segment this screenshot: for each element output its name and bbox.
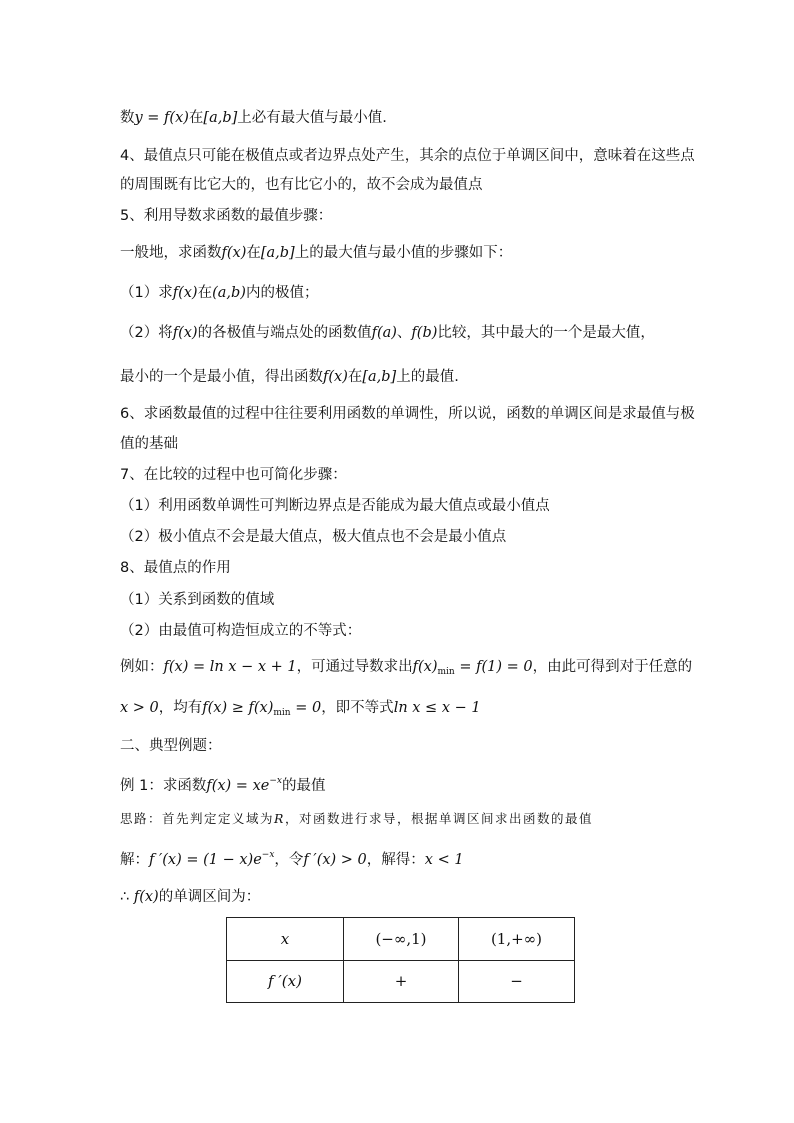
math-expr: f(x) ≥ f(x) xyxy=(202,700,274,716)
text-span: 在 xyxy=(347,369,363,385)
math-expr: f(x) xyxy=(172,325,198,341)
text-line-16: （2）由最值可构造恒成立的不等式： xyxy=(120,623,362,639)
math-expr: f(x) xyxy=(412,659,438,675)
math-expr: f(x) xyxy=(172,285,198,301)
text-line-7 xyxy=(120,323,655,343)
text-span: ，对函数进行求导，根据单调区间求出函数的最值 xyxy=(284,811,593,826)
math-expr: = f(1) = 0 xyxy=(454,659,533,675)
table-cell: (1,+∞) xyxy=(459,918,575,961)
text-line-22 xyxy=(120,845,464,870)
text-span: ，由此可得到对于任意的 xyxy=(532,659,693,675)
text-span: 的单调区间为： xyxy=(158,889,261,905)
text-span: （1）求 xyxy=(120,285,173,301)
text-span: （2）将 xyxy=(120,325,173,341)
math-expr: = 0 xyxy=(290,700,322,716)
text-span: ，均有 xyxy=(158,700,203,716)
text-line-18 xyxy=(120,698,481,723)
text-line-10: 值的基础 xyxy=(120,436,178,452)
math-expr: ln x ≤ x − 1 xyxy=(393,700,481,716)
table-row xyxy=(227,960,575,1003)
table-row xyxy=(227,918,575,961)
math-expr: [a,b] xyxy=(362,369,397,385)
text-line-17 xyxy=(120,657,692,682)
text-line-15: （1）关系到函数的值域 xyxy=(120,592,275,608)
text-line-8 xyxy=(120,367,459,387)
text-span: 数 xyxy=(120,110,135,126)
text-span: 上的最值. xyxy=(396,369,459,385)
subscript: min xyxy=(437,667,455,677)
text-line-23 xyxy=(120,887,260,907)
text-line-12: （1）利用函数单调性可判断边界点是否能成为最大值点或最小值点 xyxy=(120,498,550,514)
math-expr: f(x) xyxy=(323,369,348,385)
text-line-6 xyxy=(120,283,318,303)
text-span: 最小的一个是最小值，得出函数 xyxy=(120,369,323,385)
text-span: 的各极值与端点处的函数值 xyxy=(197,325,372,341)
math-expr: f(x) = xe xyxy=(206,778,270,794)
text-line-9: 6、求函数最值的过程中往往要利用函数的单调性，所以说，函数的单调区间是求最值与极 xyxy=(120,406,695,422)
text-line-3: 的周围既有比它大的，也有比它小的，故不会成为最值点 xyxy=(120,177,483,193)
math-expr: x > 0 xyxy=(120,700,159,716)
text-span: 上必有最大值与最小值. xyxy=(237,110,387,126)
math-expr: f ′(x) = (1 − x)e xyxy=(149,852,262,868)
math-expr: f(x) = ln x − x + 1 xyxy=(163,659,297,675)
math-expr: f(x) xyxy=(133,889,159,905)
superscript: −x xyxy=(261,850,275,860)
text-span: 一般地，求函数 xyxy=(120,245,222,261)
math-expr: R xyxy=(274,811,285,826)
monotonicity-table xyxy=(226,917,575,1003)
text-span: 在 xyxy=(197,285,213,301)
text-line-13: （2）极小值点不会是最大值点，极大值点也不会是最小值点 xyxy=(120,529,507,545)
text-span: ，令 xyxy=(274,852,304,868)
text-span: 在 xyxy=(188,110,204,126)
math-expr: f(a) xyxy=(371,325,397,341)
text-line-19: 二、典型例题： xyxy=(120,738,222,754)
text-line-2: 4、最值点只可能在极值点或者边界点处产生，其余的点位于单调区间中，意味着在这些点 xyxy=(120,148,695,164)
math-expr: [a,b] xyxy=(203,110,238,126)
text-span: 比较，其中最大的一个是最大值， xyxy=(437,325,655,341)
math-expr: x < 1 xyxy=(424,852,464,868)
text-line-14: 8、最值点的作用 xyxy=(120,560,231,576)
table-cell: x xyxy=(227,918,344,961)
math-expr: f ′(x) > 0 xyxy=(303,852,367,868)
text-span: 的最值 xyxy=(281,778,326,794)
text-line-21 xyxy=(120,809,593,829)
math-expr: f(x) xyxy=(221,245,247,261)
math-expr: [a,b] xyxy=(260,245,295,261)
table-cell: + xyxy=(344,960,459,1003)
text-line-5 xyxy=(120,243,512,263)
text-line-11: 7、在比较的过程中也可简化步骤： xyxy=(120,467,347,483)
text-span: 、 xyxy=(396,325,412,341)
text-line-1 xyxy=(120,108,387,128)
text-span: 上的最大值与最小值的步骤如下： xyxy=(294,245,513,261)
text-line-20 xyxy=(120,771,325,796)
table-cell: f ′(x) xyxy=(227,960,344,1003)
text-line-4: 5、利用导数求函数的最值步骤： xyxy=(120,208,333,224)
subscript: min xyxy=(273,708,291,718)
text-span: 内的极值； xyxy=(245,285,319,301)
text-span: ∴ xyxy=(120,889,134,905)
text-span: 解： xyxy=(120,852,149,868)
math-expr: y = f(x) xyxy=(134,110,189,126)
text-span: ，解得： xyxy=(366,852,425,868)
text-span: 思路：首先判定定义域为 xyxy=(120,811,275,826)
text-span: 例如： xyxy=(120,659,164,675)
text-span: ，可通过导数求出 xyxy=(296,659,413,675)
text-span: ，即不等式 xyxy=(321,700,394,716)
text-span: 例 1：求函数 xyxy=(120,778,207,794)
text-span: 在 xyxy=(246,245,261,261)
superscript: −x xyxy=(269,776,282,786)
table-cell: − xyxy=(459,960,575,1003)
math-expr: f(b) xyxy=(411,325,438,341)
table-cell: (−∞,1) xyxy=(344,918,459,961)
math-expr: (a,b) xyxy=(212,285,246,301)
